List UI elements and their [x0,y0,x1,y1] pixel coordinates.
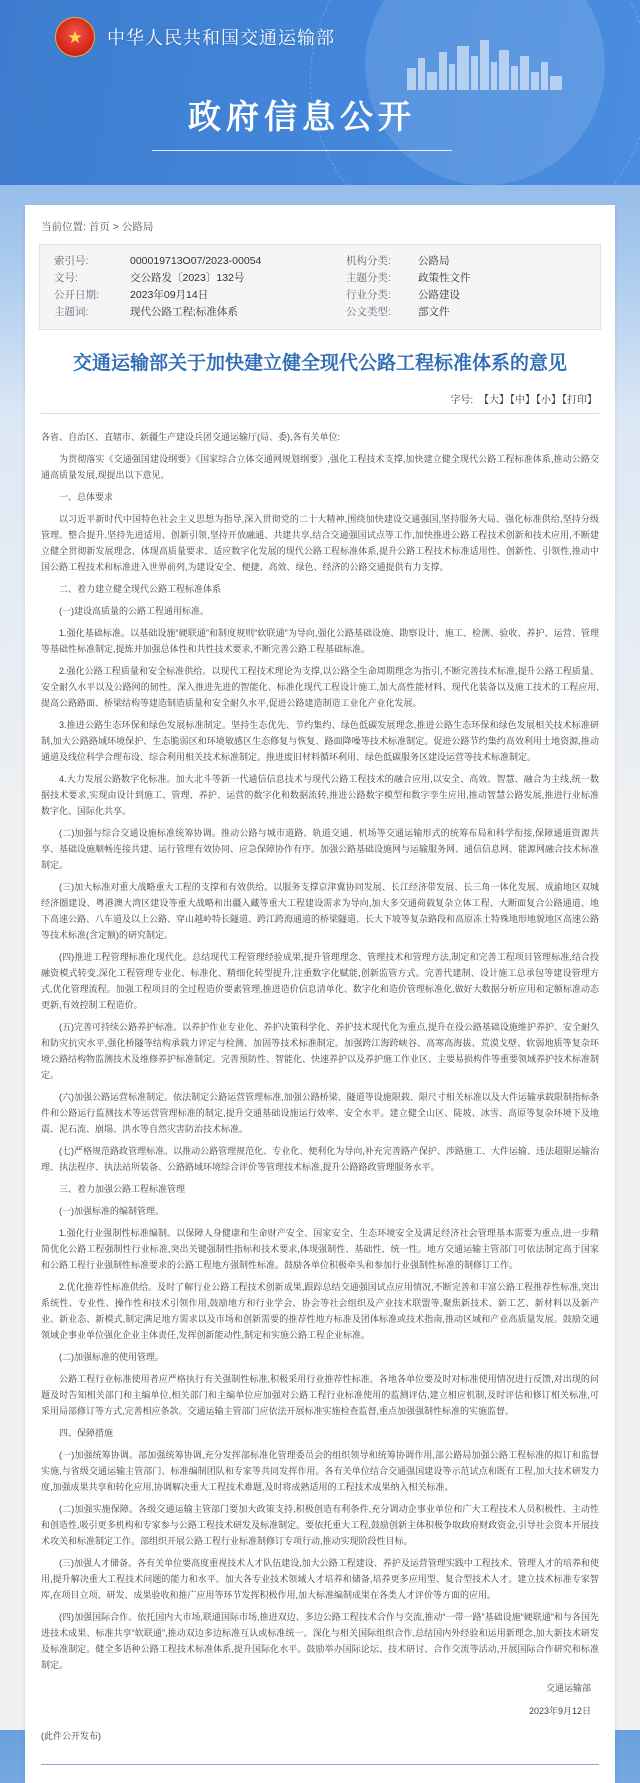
article-paragraph: (四)加强国际合作。依托国内大市场,联通国际市场,推进双边、多边公路工程技术合作与交流,推动“一带一路”基础设施“硬联通”和与各国先进技术成果、标准共享“软联通”,推动双边多边标准互认或标准统一。深化与相关国际组织合作,总结国内外经验和运用新理念,加大新技术研发及标准制定。健全多语种公路工程技术标准体系,提升国际化水平。鼓励举办国际论坛、技术研讨、合作交流等活动,开展国际合作研究和标准制定。 [41,1611,599,1670]
article-paragraph: (二)加强与综合交通设施标准统筹协调。推动公路与城市道路、轨道交通、机场等交通运输形式的统筹布局和科学衔接,保障通道资源共享、基础设施顺畅连接共建、运行管理有效协同、应急保障协作有序。加强公路基础设施网与运输服务网、通信信息网、能源网融合技术标准制定。 [41,827,600,870]
article-paragraph: 2.优化推荐性标准供给。及时了解行业公路工程技术创新成果,跟踪总结交通强国试点应用情况,不断完善和丰富公路工程推荐性标准,突出系统性、专业性、操作性和技术引领作用,鼓励地方和行业学会、协会等社会组织及产业技术联盟等,聚焦新技术、新工艺、新材料以及新产业、新业态、新模式,制定满足地方需求以及市场和创新需要的推荐性地方标准及团体标准或技术指南,推动区域和产业高质量发展。鼓励交通领域企事业单位强化企业主体责任,发挥创新能动性,制定和实施公路工程企业标准。 [41,1281,599,1340]
font-size-small-button[interactable]: 【小】 [536,394,561,406]
meta-value: 000019713O07/2023-00054 [130,255,262,267]
page-title: 政府信息公开 [188,98,416,135]
site-name: 中华人民共和国交通运输部 [107,28,335,48]
article-paragraph: (二)加强实施保障。各级交通运输主管部门要加大政策支持,积极创造有利条件,充分调动企事业单位和广大工程技术人员积极性、主动性和创造性,吸引更多机构和专家参与公路工程技术研发及标准制定。要依托重大工程,鼓励创新主体积极争取政府财政资金,引导社会资本开展技术攻关和标准制定工作。部组织开展公路工程行业标准制修订专项行动,推动实现阶段性目标。 [41,1503,599,1546]
meta-value: 公路建设 [418,289,460,301]
article-paragraph: 一、总体要求 [59,491,114,502]
meta-label: 文号: [54,272,78,284]
meta-table [39,244,601,330]
article-paragraph: (三)加大标准对重大战略重大工程的支撑和有效供给。以服务支撑京津冀协同发展、长江经济带发展、长三角一体化发展、成渝地区双城经济圈建设、粤港澳大湾区建设等重大战略和出疆入藏等重大工程建设需求为导向,加大多交通荷载复杂立体工程、大断面复合公路通道、地下高速公路、八车道及以上公路、穿山越岭特长隧道、跨江跨海通道的桥梁隧道、长大下坡等复杂路段和高原冻土特殊地形地貌地区高速公路等技术标准(含定额)的研究制定。 [41,881,600,940]
public-release-note: (此件公开发布) [41,1730,101,1741]
article-paragraph: 1.强化行业强制性标准编制。以保障人身健康和生命财产安全、国家安全、生态环境安全及满足经济社会管理基本需要为重点,进一步精简优化公路工程强制性行业标准,突出关键强制性指标和技术要求,体现强制性、基础性、统一性。地方交通运输主管部门可依法制定高于国家和公路工程行业强制性标准要求的公路工程地方强制性标准。鼓励各单位积极牵头和参加行业强制性标准的制修订工作。 [41,1227,599,1270]
meta-label: 公开日期: [54,289,99,301]
article-paragraph: (五)完善可持续公路养护标准。以养护作业专业化、养护决策科学化、养护技术现代化为重点,提升在役公路基础设施维护养护、安全耐久和防灾抗灾水平,强化桥隧等结构承载力评定与检测、加固等技术标准制定。加强跨江海跨峡谷、高寒高海拔、荒漠戈壁、软弱地质等复杂环境公路结构物监测技术及维修养护标准制定。完善预防性、智能化、快速养护以及养护施工作业区、主要易损构件等重要领域养护技术标准制定。 [41,1021,600,1080]
signature-agency: 交通运输部 [545,1682,591,1693]
meta-value: 交公路发〔2023〕132号 [130,272,245,284]
bottom-rule [41,1764,599,1765]
article-paragraph: 二、着力建立健全现代公路工程标准体系 [59,583,222,594]
article-paragraph: (七)严格规范路政管理标准。以推动公路管理规范化、专业化、便利化为导向,补充完善路产保护、涉路施工、大件运输、违法超限运输治理、执法程序、执法站所装备、公路路域环境综合评价等管理技术标准,提升公路路政管理服务水平。 [41,1145,599,1172]
breadcrumb-separator: > [112,221,119,233]
meta-value: 公路局 [418,255,450,267]
font-size-medium-button[interactable]: 【中】 [510,394,535,406]
article-paragraph: 公路工程行业标准使用者应严格执行有关强制性标准,积极采用行业推荐性标准。各地各单位要及时对标准使用情况进行反馈,对出现的问题及时告知相关部门和主编单位,相关部门和主编单位应加强对公路工程行业标准使用的监测评估,建立相应机制,及时评估和修订相关标准,可采用局部修订等方式,完善相应条款。交通运输主管部门应依法开展标准实施检查监督,重点加强强制性标准的实施监督。 [41,1373,599,1416]
article-paragraph: (一)加强统筹协调。部加强统筹协调,充分发挥部标准化管理委员会的组织领导和统筹协调作用,部公路局加强公路工程标准的拟订和监督实施,与省级交通运输主管部门、标准编制团队和专家等共同发挥作用。各有关单位结合交通强国建设等示范试点和既有工程,加大技术研发力度,加强成果共享和转化应用,协调解决重大工程技术难题,及时将成熟适用的工程技术成果纳入相关标准。 [41,1449,599,1492]
article-paragraph: 3.推进公路生态环保和绿色发展标准制定。坚持生态优先、节约集约、绿色低碳发展理念,推进公路生态环保和绿色发展相关技术标准研制,加大公路路域环境保护、生态脆弱区和环境敏感区生态修复与恢复、路面降噪等技术标准制定。促进公路节约集约高效利用土地资源,推动通道及线位科学合理布设、综合利用相关技术标准制定。推进废旧材料循环利用、绿色低碳服务区建设运营等技术标准制定。 [41,719,599,762]
national-emblem-icon: ★ [55,17,95,57]
meta-label: 索引号: [54,255,89,267]
document-title: 交通运输部关于加快建立健全现代公路工程标准体系的意见 [73,353,568,374]
title-underline [152,150,452,151]
font-size-controls [39,391,601,413]
content-card [25,205,615,1783]
article-paragraph: 2.强化公路工程质量和安全标准供给。以现代工程技术理论为支撑,以公路全生命周期理念为指引,不断完善技术标准,提升公路工程质量、安全耐久水平以及公路网的韧性。深入推进先进的智能化、标准化现代工程设计施工,加大高性能材料、现代化装备以及施工技术的工程应用,提高公路路面、桥梁结构等建造制造质量和安全耐久水平,促进公路建造制造工业化产业化发展。 [41,665,599,708]
article-body [39,414,601,1673]
meta-label: 主题分类: [346,272,391,284]
meta-row [54,287,600,304]
article-paragraph: (四)推进工程管理标准化现代化。总结现代工程管理经验成果,提升管理理念、管理技术和管理方法,制定和完善工程项目管理标准,结合投融资模式转变,深化工程管理专业化、标准化、精细化转型提升,注重数字化赋能,创新监管方式。完善代建制、设计施工总承包等建设管理方式,优化管理流程。加强工程项目的全过程造价要素管理,推进造价信息清单化、数字化和造价管理标准化,做好大数据分析应用和定额标准动态更新,有效控制工程造价。 [41,951,599,1010]
meta-row [54,304,600,321]
article-paragraph: 三、着力加强公路工程标准管理 [59,1183,186,1194]
article-paragraph: (一)加强标准的编制管理。 [59,1205,164,1216]
breadcrumb [39,213,601,244]
meta-label: 公文类型: [346,306,391,318]
meta-value: 现代公路工程;标准体系 [130,306,238,318]
meta-label: 主题词: [54,306,89,318]
article-paragraph: (六)加强公路运营标准制定。依法制定公路运营管理标准,加强公路桥梁、隧道等设施限载、限尺寸相关标准以及大件运输承载限制指标条件和公路运行监测技术等运营管理标准的制定,提升交通基础设施运行效率、安全水平。建立健全山区、陡坡、冰雪、高原等复杂环境下及地震、泥石流、崩塌、洪水等自然灾害防治技术标准。 [41,1091,599,1134]
article-paragraph: (二)加强标准的使用管理。 [59,1351,164,1362]
article-paragraph: 4.大力发展公路数字化标准。加大北斗等新一代通信信息技术与现代公路工程技术的融合应用,以安全、高效、智慧、融合为主线,统一数据技术要求,实现由设计到施工、管理、养护、运营的数字化和数据流转,推进公路数字模型和数字孪生应用,推动智慧公路发展,推进行业标准数字化、国际化共享。 [41,773,599,816]
article-paragraph: 各省、自治区、直辖市、新疆生产建设兵团交通运输厅(局、委),各有关单位: [41,431,340,442]
breadcrumb-current-link[interactable]: 公路局 [121,221,154,233]
breadcrumb-home-link[interactable]: 首页 [88,221,110,233]
brand [0,0,640,57]
article-paragraph: (一)建设高质量的公路工程通用标准。 [59,605,209,616]
signature-date: 2023年9月12日 [528,1705,591,1716]
article-paragraph: 以习近平新时代中国特色社会主义思想为指导,深入贯彻党的二十大精神,围绕加快建设交通强国,坚持服务大局、强化标准供给,坚持分级管理、整合提升,坚持先进适用、创新引领,坚持开放融通、共建共享,结合交通强国试点等工作,加快推进公路工程技术创新和技术应用,不断建立健全贯彻新发展理念、体现高质量要求、适应数字化发展的现代公路工程标准体系,提升公路工程技术标准适用性、创新性、引领性,推动中国公路工程技术和标准进入世界前列,为建设安全、便捷、高效、绿色、经济的公路交通提供有力支撑。 [41,513,599,572]
meta-value: 2023年09月14日 [130,289,209,301]
article-paragraph: 1.强化基础标准。以基础设施“硬联通”和制度规则“软联通”为导向,强化公路基础设施、勘察设计、施工、检测、验收、养护、运营、管理等基础性标准制定,提炼并加强总体性和共性技术要求,不断完善公路工程基础标准。 [41,627,599,654]
article-paragraph: (三)加强人才储备。各有关单位要高度重视技术人才队伍建设,加大公路工程建设、养护及运营管理实践中工程技术、管理人才的培养和使用,提升解决重大工程技术问题的能力和水平。加大各专业技术领域人才培养和储备,培养更多应用型、复合型技术人才。建立技术标准专家智库,在项目立项、研发、成果验收和推广应用等环节发挥积极作用,加大标准编制成果在各类人才评价等方面的应用。 [41,1557,599,1600]
meta-value: 政策性文件 [418,272,471,284]
font-size-large-button[interactable]: 【大】 [479,394,509,406]
print-button[interactable]: 【打印】 [562,394,597,406]
article-paragraph: 四、保障措施 [59,1427,114,1438]
meta-label: 机构分类: [346,255,391,267]
breadcrumb-label: 当前位置: [41,221,86,233]
font-size-label: 字号: [450,394,474,406]
article-paragraph: 为贯彻落实《交通强国建设纲要》《国家综合立体交通网规划纲要》,强化工程技术支撑,加快建立健全现代公路工程标准体系,推动公路交通高质量发展,现提出以下意见。 [41,453,599,480]
site-header [0,0,640,185]
meta-row [54,253,600,270]
meta-value: 部文件 [418,306,450,318]
meta-label: 行业分类: [346,289,391,301]
meta-row [54,270,600,287]
